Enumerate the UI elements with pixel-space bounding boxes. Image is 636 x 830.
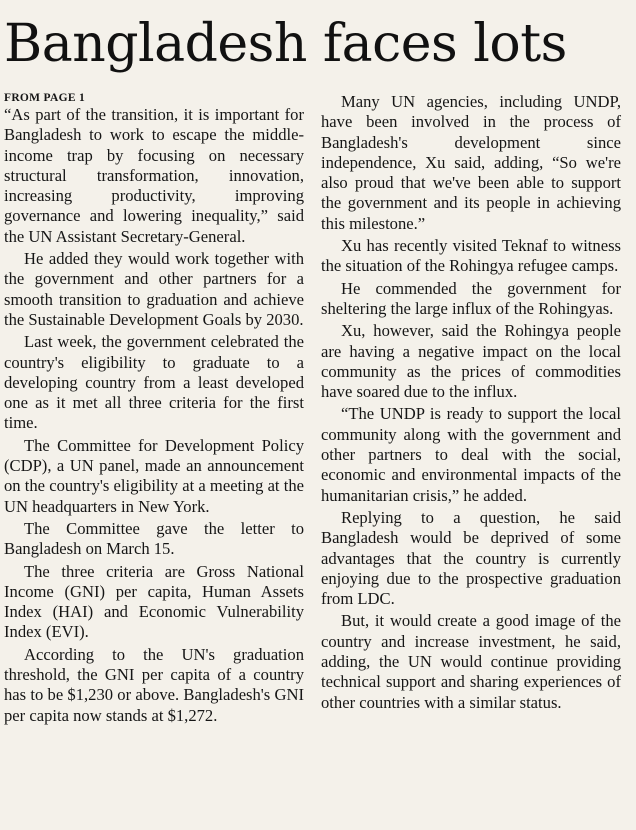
paragraph: Many UN agencies, including UNDP, have been involved in the process of Bangladesh's development since independence, Xu said, adding, “So we're also proud that we've been able to support the government and its people in achieving this milestone.”	[321, 92, 621, 233]
paragraph: Replying to a question, he said Bangladesh would be deprived of some advantages that the country is currently enjoying due to the prospective graduation from LDC.	[321, 507, 621, 609]
headline: Bangladesh faces lots	[4, 14, 567, 74]
right-column	[321, 92, 621, 728]
paragraph: The three criteria are Gross National Income (GNI) per capita, Human Assets Index (HAI) and Economic Vulnerability Index (EVI).	[4, 561, 304, 642]
paragraph: According to the UN's graduation threshold, the GNI per capita of a country has to be $1,230 or above. Bangladesh's GNI per capita now stands at $1,272.	[4, 644, 304, 725]
article-body	[4, 92, 630, 728]
paragraph: “The UNDP is ready to support the local community along with the government and other partners to deal with the social, economic and environmental impacts of the humanitarian crisis,” he added.	[321, 404, 621, 505]
paragraph: He added they would work together with the government and other partners for a smooth transition to graduation and achieve the Sustainable Development Goals by 2030.	[4, 249, 304, 329]
paragraph: “As part of the transition, it is important for Bangladesh to work to escape the middle-income trap by focusing on necessary structural transformation, innovation, increasing productivity, improving governance and lowering inequality,” said the UN Assistant Secretary-General.	[4, 105, 304, 246]
paragraph: Xu has recently visited Teknaf to witness the situation of the Rohingya refugee camps.	[321, 236, 621, 276]
paragraph: He commended the government for sheltering the large influx of the Rohingyas.	[321, 278, 621, 318]
paragraph: Xu, however, said the Rohingya people are having a negative impact on the local community as the prices of commodities have soared due to the influx.	[321, 321, 621, 402]
paragraph: The Committee for Development Policy (CDP), a UN panel, made an announcement on the country's eligibility at a meeting at the UN headquarters in New York.	[4, 435, 304, 516]
kicker: FROM PAGE 1	[4, 92, 86, 104]
left-column	[4, 92, 304, 728]
paragraph: But, it would create a good image of the country and increase investment, he said, adding, the UN would continue providing technical support and sharing experiences of other countries with a similar status.	[321, 611, 621, 712]
paragraph: The Committee gave the letter to Bangladesh on March 15.	[4, 518, 304, 559]
paragraph: Last week, the government celebrated the country's eligibility to graduate to a developing country from a least developed one as it met all three criteria for the first time.	[4, 332, 304, 433]
